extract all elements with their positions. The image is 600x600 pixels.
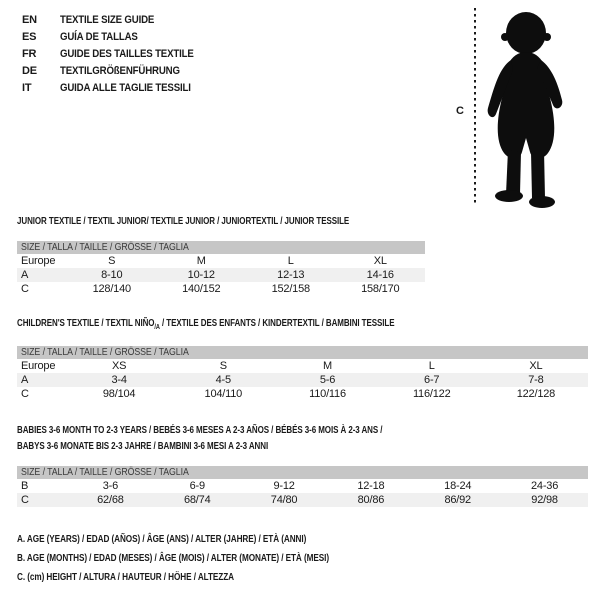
table-cell: 80/86: [357, 494, 385, 506]
footnotes: [17, 530, 397, 587]
footnote-b: B. AGE (MONTHS) / EDAD (MESES) / ÂGE (MOIS) / ALTER (MONATE) / ETÀ (MESI): [17, 553, 329, 564]
children-heading-suffix: / TEXTILE DES ENFANTS / KINDERTEXTIL / BAMBINI TESSILE: [159, 318, 395, 329]
table-cell: 6-7: [424, 374, 440, 386]
language-row: [22, 63, 212, 80]
junior-heading: [17, 216, 432, 227]
row-label: A: [21, 269, 29, 281]
footnote-c-wrap: [17, 568, 397, 587]
table-cell: 68/74: [183, 494, 211, 506]
footnote-c: C. (cm) HEIGHT / ALTURA / HAUTEUR / HÖHE / ALTEZZA: [17, 572, 234, 583]
children-heading-subscript: /A: [154, 324, 160, 331]
footnote-b-wrap: [17, 549, 397, 568]
table-cell: 3-6: [102, 480, 119, 492]
junior-heading-text: JUNIOR TEXTILE / TEXTIL JUNIOR/ TEXTILE JUNIOR / JUNIORTEXTIL / JUNIOR TESSILE: [17, 216, 350, 227]
table-cell: L: [287, 255, 294, 267]
table-cell: 3-4: [111, 374, 127, 386]
table-cell: 4-5: [215, 374, 231, 386]
table-cell: 74/80: [270, 494, 298, 506]
table-cell: 86/92: [444, 494, 471, 506]
table-cell: 24-36: [530, 480, 559, 492]
table-cell: 92/98: [531, 494, 558, 506]
table-cell: 7-8: [528, 374, 544, 386]
language-label: TEXTILE SIZE GUIDE: [60, 14, 155, 26]
table-row-c: [17, 493, 588, 507]
size-bar-label: SIZE / TALLA / TAILLE / GRÖSSE / TAGLIA: [21, 467, 189, 478]
table-cell: 122/128: [516, 388, 556, 400]
table-cell: 98/104: [102, 388, 136, 400]
language-code: DE: [22, 65, 37, 77]
table-cell: 62/68: [97, 494, 124, 506]
babies-heading: [17, 423, 474, 455]
table-row-europe: [17, 359, 588, 373]
junior-size-bar: [17, 241, 425, 254]
size-bar-label: SIZE / TALLA / TAILLE / GRÖSSE / TAGLIA: [21, 242, 189, 253]
row-label: Europe: [21, 360, 56, 372]
row-label: A: [21, 374, 29, 386]
language-row: [22, 29, 212, 46]
table-cell: 12-13: [277, 269, 305, 281]
row-label: Europe: [21, 255, 56, 267]
table-row-c: [17, 282, 425, 296]
footnote-a-wrap: [17, 530, 397, 549]
babies-heading-line2: BABYS 3-6 MONATE BIS 2-3 JAHRE / BAMBINI 3-6 MESI A 2-3 ANNI: [17, 441, 269, 452]
table-cell: XL: [373, 255, 387, 267]
row-label: C: [21, 388, 29, 400]
table-cell: L: [428, 360, 435, 372]
language-row: [22, 80, 212, 97]
language-row: [22, 12, 212, 29]
junior-size-table: [17, 241, 425, 296]
table-cell: 128/140: [92, 283, 131, 295]
row-label: B: [21, 480, 29, 492]
table-cell: 5-6: [319, 374, 336, 386]
row-label: C: [21, 494, 29, 506]
language-code: IT: [22, 82, 32, 94]
table-cell: 6-9: [189, 480, 205, 492]
table-row-b: [17, 479, 588, 493]
table-cell: 110/116: [309, 388, 346, 400]
baby-silhouette-icon: [485, 10, 567, 212]
babies-heading-line1: BABIES 3-6 MONTH TO 2-3 YEARS / BEBÉS 3-6 MESES A 2-3 AÑOS / BÉBÉS 3-6 MOIS À 2-3 ANS /: [17, 425, 383, 436]
language-row: [22, 46, 212, 63]
children-heading-text: [17, 318, 394, 329]
language-code: EN: [22, 14, 37, 26]
babies-heading-line2-wrap: [17, 439, 474, 455]
table-cell: 8-10: [101, 269, 123, 281]
table-cell: 18-24: [444, 480, 472, 492]
row-label: C: [21, 283, 29, 295]
table-cell: S: [108, 255, 116, 267]
table-cell: 116/122: [412, 388, 451, 400]
height-dotted-line: [474, 8, 476, 206]
children-heading-prefix: CHILDREN'S TEXTILE / TEXTIL NIÑO: [17, 318, 155, 329]
table-cell: 10-12: [187, 269, 215, 281]
babies-size-table: [17, 466, 588, 507]
height-label-c: C: [456, 105, 464, 117]
children-size-bar: [17, 346, 588, 359]
language-label: GUIDA ALLE TAGLIE TESSILI: [60, 82, 191, 94]
table-cell: M: [196, 255, 206, 267]
table-cell: 104/110: [204, 388, 243, 400]
table-row-c: [17, 387, 588, 401]
table-row-a: [17, 373, 588, 387]
table-cell: 12-18: [357, 480, 385, 492]
size-bar-label: SIZE / TALLA / TAILLE / GRÖSSE / TAGLIA: [21, 347, 189, 358]
table-cell: 158/170: [361, 283, 400, 295]
language-code: FR: [22, 48, 37, 60]
footnote-a: A. AGE (YEARS) / EDAD (AÑOS) / ÂGE (ANS) / ALTER (JAHRE) / ETÀ (ANNI): [17, 534, 307, 545]
children-heading: [17, 318, 489, 329]
table-cell: 9-12: [273, 480, 295, 492]
table-cell: XL: [529, 360, 543, 372]
language-code: ES: [22, 31, 37, 43]
table-row-europe: [17, 254, 425, 268]
babies-heading-line1-wrap: [17, 423, 474, 439]
table-cell: XS: [111, 360, 127, 372]
table-cell: 140/152: [182, 283, 221, 295]
babies-size-bar: [17, 466, 588, 479]
table-cell: 14-16: [366, 269, 394, 281]
table-cell: S: [219, 360, 227, 372]
table-cell: M: [323, 360, 332, 372]
children-size-table: [17, 346, 588, 401]
language-label: TEXTILGRÖßENFÜHRUNG: [60, 65, 180, 77]
table-row-a: [17, 268, 425, 282]
table-cell: 152/158: [271, 283, 310, 295]
language-list: [22, 12, 212, 97]
language-label: GUÍA DE TALLAS: [60, 31, 138, 43]
language-label: GUIDE DES TAILLES TEXTILE: [60, 48, 194, 60]
